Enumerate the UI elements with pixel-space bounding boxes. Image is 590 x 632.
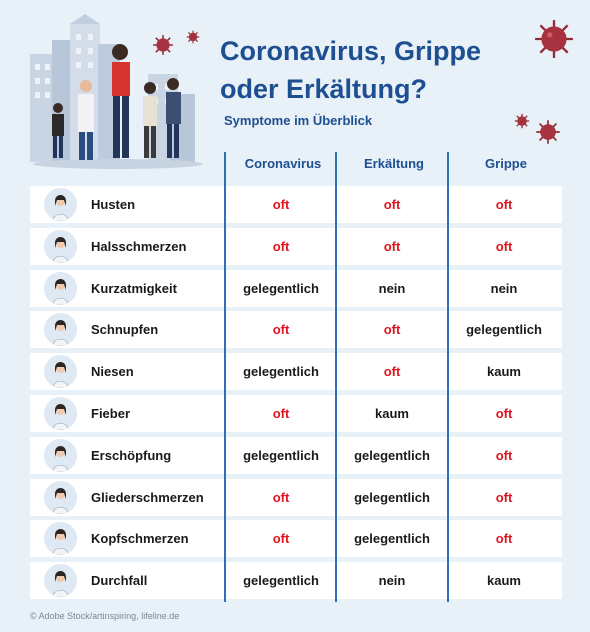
- table-row: [30, 353, 562, 390]
- symptom-label: Schnupfen: [91, 322, 159, 338]
- frequency-cell: kaum: [487, 573, 521, 589]
- person-symptom-icon: [44, 313, 77, 346]
- city-people-illustration: [30, 14, 205, 170]
- frequency-cell: gelegentlich: [466, 322, 542, 338]
- frequency-cell: oft: [383, 238, 401, 254]
- frequency-cell: oft: [383, 364, 401, 380]
- column-divider: [224, 152, 226, 602]
- table-row: [30, 479, 562, 516]
- frequency-cell: oft: [495, 531, 513, 547]
- frequency-cell: kaum: [375, 406, 409, 421]
- table-row: [30, 520, 562, 557]
- frequency-cell: gelegentlich: [354, 489, 430, 505]
- virus-icon: [535, 119, 561, 145]
- person-symptom-icon: [44, 439, 77, 472]
- table-row: [30, 186, 562, 223]
- person-symptom-icon: [44, 564, 77, 597]
- column-divider: [447, 152, 449, 602]
- frequency-cell: nein: [490, 280, 518, 296]
- virus-icon: [514, 113, 530, 129]
- frequency-cell: oft: [495, 406, 513, 421]
- person-symptom-icon: [44, 481, 77, 514]
- frequency-cell: gelegentlich: [243, 573, 319, 589]
- page-title: [220, 32, 520, 108]
- frequency-cell: gelegentlich: [243, 364, 319, 380]
- symptom-label: Fieber: [91, 406, 131, 421]
- frequency-cell: oft: [272, 197, 290, 212]
- table-row: [30, 311, 562, 348]
- frequency-cell: nein: [378, 280, 406, 296]
- table-row: [30, 437, 562, 474]
- title-line-2: oder Erkältung?: [220, 74, 428, 104]
- frequency-cell: gelegentlich: [243, 447, 319, 463]
- person-symptom-icon: [44, 522, 77, 555]
- frequency-cell: gelegentlich: [354, 531, 430, 547]
- symptom-label: Niesen: [91, 364, 134, 380]
- column-header-coronavirus: Coronavirus: [244, 156, 322, 171]
- person-symptom-icon: [44, 188, 77, 221]
- frequency-cell: oft: [272, 489, 290, 505]
- frequency-cell: oft: [383, 197, 401, 212]
- table-row: [30, 270, 562, 307]
- symptom-label: Husten: [91, 197, 136, 212]
- frequency-cell: oft: [383, 322, 401, 338]
- column-header-grippe: Grippe: [485, 156, 527, 171]
- column-header-erkaeltung: Erkältung: [364, 156, 424, 171]
- frequency-cell: kaum: [487, 364, 521, 380]
- table-row: [30, 395, 562, 432]
- title-line-1: Coronavirus, Grippe: [220, 36, 482, 66]
- virus-icon: [152, 34, 174, 56]
- person-symptom-icon: [44, 272, 77, 305]
- frequency-cell: oft: [272, 322, 290, 338]
- virus-icon: [186, 30, 200, 44]
- symptom-label: Kopfschmerzen: [91, 531, 189, 547]
- frequency-cell: oft: [272, 531, 290, 547]
- frequency-cell: gelegentlich: [354, 447, 430, 463]
- symptom-label: Kurzatmigkeit: [91, 280, 177, 296]
- person-symptom-icon: [44, 230, 77, 263]
- column-divider: [335, 152, 337, 602]
- person-symptom-icon: [44, 397, 77, 430]
- frequency-cell: oft: [272, 238, 290, 254]
- virus-icon: [533, 18, 575, 60]
- frequency-cell: oft: [495, 238, 513, 254]
- frequency-cell: oft: [495, 197, 513, 212]
- frequency-cell: nein: [378, 573, 406, 589]
- table-row: [30, 228, 562, 265]
- symptom-label: Durchfall: [91, 573, 148, 589]
- frequency-cell: oft: [495, 489, 513, 505]
- frequency-cell: oft: [495, 447, 513, 463]
- table-row: [30, 562, 562, 599]
- symptom-label: Halsschmerzen: [91, 238, 187, 254]
- image-credit: © Adobe Stock/artinspiring, lifeline.de: [30, 611, 180, 621]
- symptom-label: Erschöpfung: [91, 447, 172, 463]
- symptom-label: Gliederschmerzen: [91, 489, 204, 505]
- frequency-cell: oft: [272, 406, 290, 421]
- frequency-cell: gelegentlich: [243, 280, 319, 296]
- person-symptom-icon: [44, 355, 77, 388]
- subtitle: Symptome im Überblick: [224, 113, 373, 128]
